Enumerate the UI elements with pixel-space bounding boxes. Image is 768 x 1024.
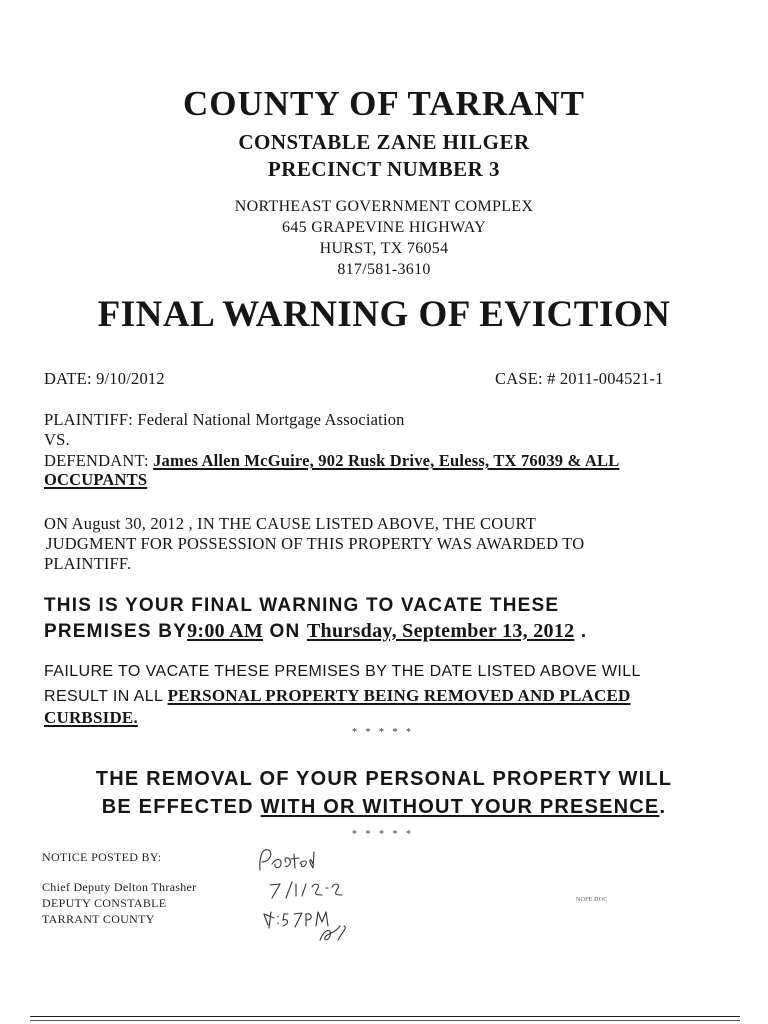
failure-line-1: FAILURE TO VACATE THESE PREMISES BY THE DATE LISTED ABOVE WILL <box>44 663 641 680</box>
file-reference-mark: NOFE.DOC <box>576 897 608 903</box>
defendant-line <box>44 451 619 471</box>
presence-text: WITH OR WITHOUT YOUR PRESENCE <box>260 796 660 818</box>
warning-end: . <box>574 621 588 642</box>
notice-posted-by-label: NOTICE POSTED BY: <box>42 850 162 864</box>
removal-line-1: THE REMOVAL OF YOUR PERSONAL PROPERTY WILL <box>95 768 673 790</box>
separator-stars-2: * * * * * <box>352 829 414 840</box>
failure-line-3 <box>44 708 138 728</box>
on-label: ON <box>263 621 307 642</box>
address-line-1: NORTHEAST GOVERNMENT COMPLEX <box>234 198 534 215</box>
address-line-3: HURST, TX 76054 <box>319 240 449 257</box>
defendant-name: James Allen McGuire, 902 Rusk Drive, Euless, TX 76039 & ALL <box>153 451 620 470</box>
precinct-number: PRECINCT NUMBER 3 <box>267 157 501 181</box>
document-title: FINAL WARNING OF EVICTION <box>97 294 671 335</box>
notice-date: DATE: 9/10/2012 <box>44 369 165 388</box>
defendant-label: DEFENDANT: <box>44 451 154 470</box>
handwritten-posting-note <box>250 840 380 950</box>
removal-line-2 <box>0 796 768 819</box>
deputy-name: Chief Deputy Delton Thrasher <box>42 880 197 894</box>
premises-by-label: PREMISES BY <box>44 621 188 642</box>
curbside-text: CURBSIDE. <box>44 708 138 727</box>
phone-number: 817/581-3610 <box>337 261 431 278</box>
vacate-date: Thursday, September 13, 2012 <box>306 620 575 642</box>
case-number: CASE: # 2011-004521-1 <box>495 369 664 388</box>
court-line-2: JUDGMENT FOR POSSESSION OF THIS PROPERTY WAS AWARDED TO <box>46 534 585 553</box>
final-warning-line-2 <box>44 620 587 643</box>
footer-rule <box>30 1016 740 1017</box>
deputy-county: TARRANT COUNTY <box>42 912 155 926</box>
vacate-time: 9:00 AM <box>187 620 264 642</box>
constable-name: CONSTABLE ZANE HILGER <box>238 130 530 154</box>
county-heading: COUNTY OF TARRANT <box>182 84 586 123</box>
deputy-title: DEPUTY CONSTABLE <box>42 896 167 910</box>
plaintiff-line: PLAINTIFF: Federal National Mortgage Association <box>44 410 405 429</box>
failure-line-2-prefix: RESULT IN ALL <box>44 688 168 705</box>
separator-stars-1: * * * * * <box>352 727 414 738</box>
failure-line-2 <box>44 686 631 706</box>
court-line-3: PLAINTIFF. <box>44 554 132 573</box>
removal-end: . <box>659 796 667 818</box>
defendant-occupants-text: OCCUPANTS <box>44 470 148 489</box>
versus-label: VS. <box>44 430 70 449</box>
final-warning-line-1: THIS IS YOUR FINAL WARNING TO VACATE THESE <box>44 595 560 616</box>
removal-line-2-prefix: BE EFFECTED <box>101 796 261 818</box>
footer-rule-secondary <box>30 1020 740 1021</box>
property-removal-warning: PERSONAL PROPERTY BEING REMOVED AND PLACED <box>167 686 631 705</box>
defendant-occupants <box>44 470 147 490</box>
court-line-1: ON August 30, 2012 , IN THE CAUSE LISTED ABOVE, THE COURT <box>44 514 536 533</box>
address-line-2: 645 GRAPEVINE HIGHWAY <box>282 219 486 236</box>
